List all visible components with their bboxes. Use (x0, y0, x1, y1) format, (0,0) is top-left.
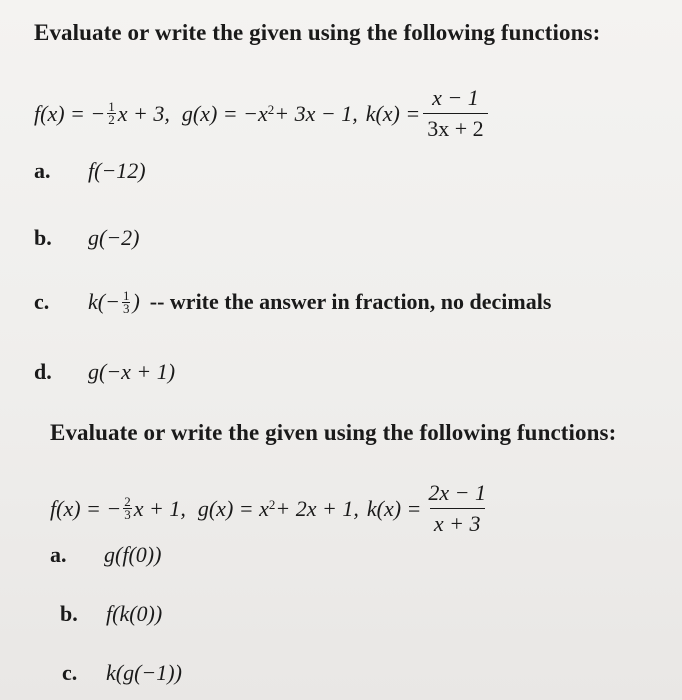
fraction-denominator: 3 (124, 507, 131, 522)
section2-f-definition: f(x) = − (50, 495, 122, 521)
fraction-denominator: x + 3 (430, 508, 485, 537)
section2-item-a (50, 542, 161, 568)
item-label: a. (34, 158, 51, 183)
fraction-denominator: 3x + 2 (423, 113, 487, 142)
section1-f-rest: x + 3, (117, 100, 170, 126)
item-label: a. (50, 542, 67, 567)
section2-g-exponent: 2 (268, 496, 276, 512)
item-expression: f(−12) (88, 158, 146, 183)
item-label: c. (62, 660, 78, 685)
item-fraction (122, 287, 131, 316)
item-expression: g(f(0)) (104, 542, 162, 567)
section2-g-rest: + 2x + 1, (275, 495, 359, 521)
section1-item-c (34, 289, 551, 315)
section2-k-definition: k(x) = (366, 495, 422, 521)
item-label: b. (60, 601, 78, 626)
item-expression-end: ) (132, 289, 140, 314)
section2-item-c (62, 660, 182, 686)
fraction-numerator: 1 (122, 287, 130, 303)
item-label: d. (34, 359, 52, 384)
section1-g-rest: + 3x − 1, (274, 100, 358, 126)
item-label: b. (34, 225, 52, 250)
fraction-denominator: 2 (108, 112, 115, 127)
fraction-numerator: 1 (108, 99, 115, 114)
section1-item-a (34, 158, 146, 184)
section1-g-exponent: 2 (267, 101, 275, 117)
item-expression: g(−x + 1) (88, 359, 176, 384)
item-expression-start: k(− (88, 289, 120, 314)
section1-k-definition: k(x) = (365, 100, 421, 126)
fraction-numerator: x − 1 (432, 85, 479, 110)
item-expression: k(g(−1)) (106, 660, 182, 685)
fraction-denominator: 3 (122, 300, 130, 316)
fraction-numerator: 2x − 1 (428, 480, 487, 505)
section2-f-rest: x + 1, (133, 495, 186, 521)
section2-item-b (60, 601, 162, 627)
section1-item-d (34, 359, 175, 385)
section2-k-fraction (424, 480, 490, 537)
section2-function-definitions (50, 480, 493, 537)
section2-f-coefficient-fraction (123, 496, 132, 521)
section1-k-fraction (423, 85, 487, 142)
fraction-numerator: 2 (124, 494, 131, 509)
item-expression: f(k(0)) (106, 601, 163, 626)
section2-g-definition: g(x) = x (197, 495, 269, 521)
item-instruction-note: -- write the answer in fraction, no decimals (149, 289, 552, 314)
section2-heading: Evaluate or write the given using the following functions: (50, 420, 617, 445)
item-label: c. (34, 289, 50, 314)
section1-f-coefficient-fraction (107, 101, 116, 126)
section1-heading: Evaluate or write the given using the following functions: (34, 20, 601, 45)
section1-function-definitions (34, 85, 491, 142)
item-expression: g(−2) (88, 225, 140, 250)
section1-f-definition: f(x) = − (34, 100, 106, 126)
section1-item-b (34, 225, 140, 251)
section1-g-definition: g(x) = −x (181, 100, 268, 126)
